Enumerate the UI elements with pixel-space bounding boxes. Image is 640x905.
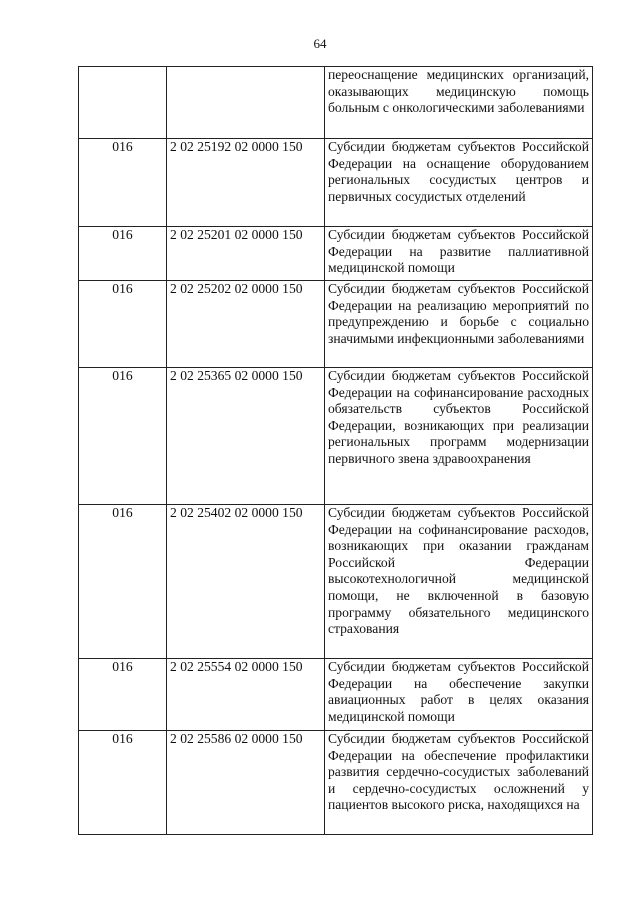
budget-revenue-table (78, 66, 593, 835)
table-row (79, 368, 593, 505)
budget-code-cell: 2 02 25554 02 0000 150 (167, 659, 325, 731)
table-body (79, 67, 593, 835)
budget-code-cell: 2 02 25365 02 0000 150 (167, 368, 325, 505)
admin-code-cell: 016 (79, 281, 167, 368)
admin-code-cell: 016 (79, 227, 167, 281)
table-row (79, 659, 593, 731)
revenue-name-cell: переоснащение медицинских организаций, оказывающих медицинскую помощь больным с онкологическими заболеваниями (325, 67, 593, 139)
table-row (79, 505, 593, 659)
budget-code-cell: 2 02 25202 02 0000 150 (167, 281, 325, 368)
revenue-name-cell: Субсидии бюджетам субъектов Российской Федерации на софинансирование расходных обязательств субъектов Российской Федерации, возникающих при реализации региональных программ модернизации первичного звена здравоохранения (325, 368, 593, 505)
revenue-name-cell: Субсидии бюджетам субъектов Российской Федерации на реализацию мероприятий по предупреждению и борьбе с социально значимыми инфекционными заболеваниями (325, 281, 593, 368)
budget-code-cell: 2 02 25586 02 0000 150 (167, 731, 325, 835)
revenue-name-cell: Субсидии бюджетам субъектов Российской Федерации на обеспечение закупки авиационных работ в целях оказания медицинской помощи (325, 659, 593, 731)
revenue-name-cell: Субсидии бюджетам субъектов Российской Федерации на оснащение оборудованием региональных сосудистых центров и первичных сосудистых отделений (325, 139, 593, 227)
table-row (79, 139, 593, 227)
admin-code-cell: 016 (79, 731, 167, 835)
page-number: 64 (313, 36, 327, 51)
table-row (79, 281, 593, 368)
table-row (79, 227, 593, 281)
revenue-name-cell: Субсидии бюджетам субъектов Российской Федерации на развитие паллиативной медицинской помощи (325, 227, 593, 281)
table-row (79, 67, 593, 139)
table-row (79, 731, 593, 835)
budget-code-cell: 2 02 25201 02 0000 150 (167, 227, 325, 281)
budget-code-cell (167, 67, 325, 139)
admin-code-cell: 016 (79, 139, 167, 227)
revenue-name-cell: Субсидии бюджетам субъектов Российской Федерации на софинансирование расходов, возникающих при оказании гражданам Российской Федерации высокотехнологичной медицинской помощи, не включенной в базовую программу обязательного медицинского страхования (325, 505, 593, 659)
admin-code-cell: 016 (79, 659, 167, 731)
admin-code-cell: 016 (79, 368, 167, 505)
revenue-name-cell: Субсидии бюджетам субъектов Российской Федерации на обеспечение профилактики развития сердечно-сосудистых заболеваний и сердечно-сосудистых осложнений у пациентов высокого риска, находящихся на (325, 731, 593, 835)
admin-code-cell: 016 (79, 505, 167, 659)
admin-code-cell (79, 67, 167, 139)
budget-code-cell: 2 02 25192 02 0000 150 (167, 139, 325, 227)
budget-code-cell: 2 02 25402 02 0000 150 (167, 505, 325, 659)
